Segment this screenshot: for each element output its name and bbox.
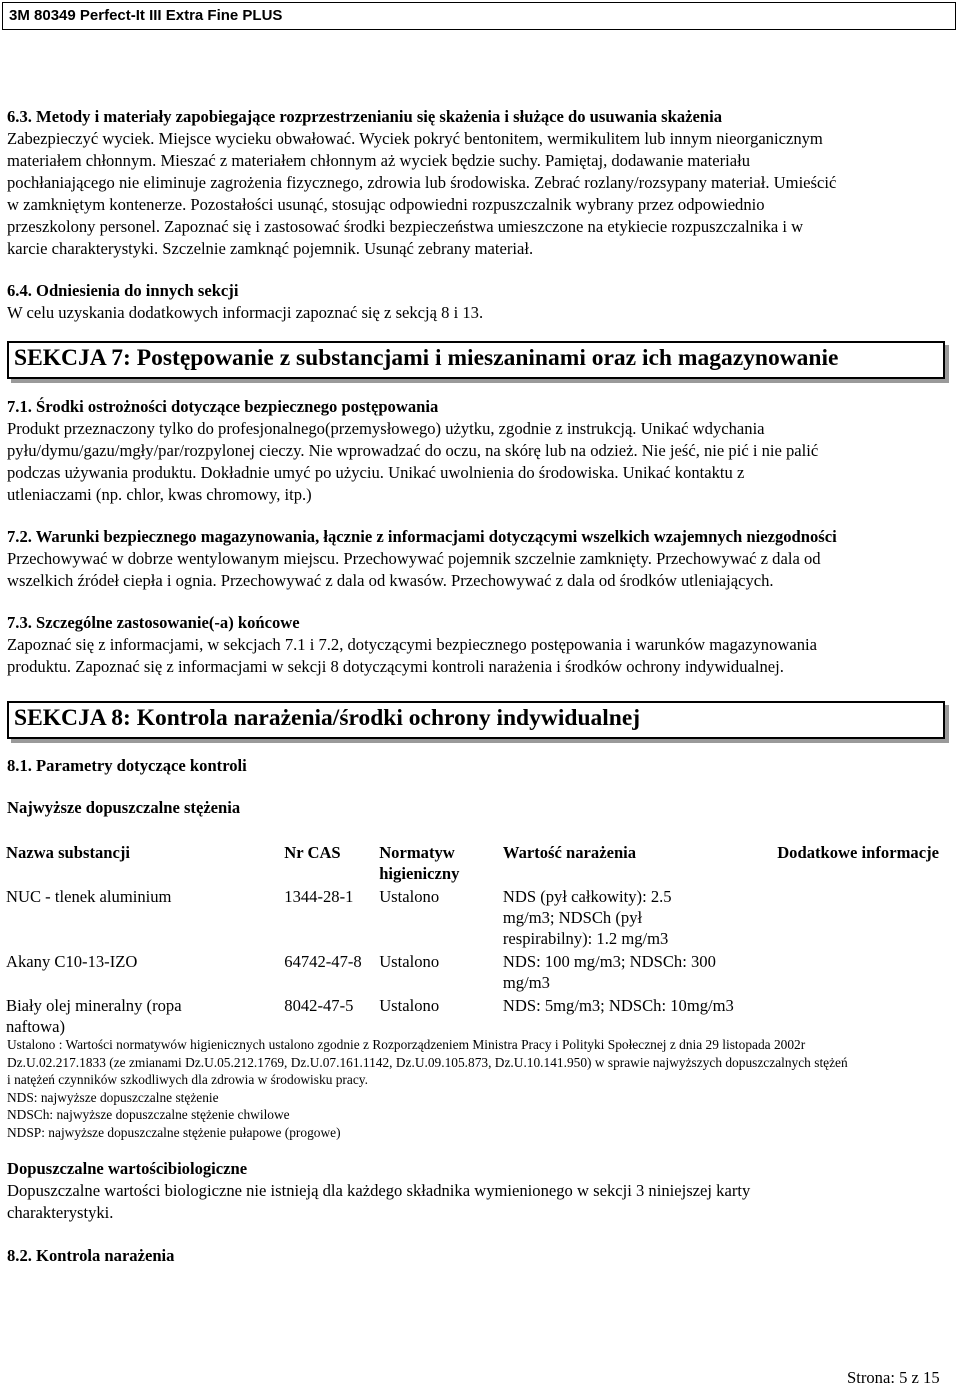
text-line: Zabezpieczyć wyciek. Miejsce wycieku obwałować. Wyciek pokryć bentonitem, wermikulitem lub innym nieorganicznym — [7, 129, 823, 148]
text-line: materiałem chłonnym. Mieszać z materiałem chłonnym aż wyciek będzie suchy. Pamiętaj, dodawanie materiału — [7, 151, 751, 170]
text-line: wszelkich źródeł ciepła i ognia. Przechowywać z dala od kwasów. Przechowywać z dala od środków utleniających. — [7, 571, 774, 590]
text-line: pyłu/dymu/gazu/mgły/par/rozpylonej cieczy. Nie wprowadzać do oczu, na skórę lub na odzież. Nie jeść, nie pić i nie palić — [7, 441, 819, 460]
text-line: Przechowywać w dobrze wentylowanym miejscu. Przechowywać pojemnik szczelnie zamknięty. Przechowywać z dala od — [7, 549, 821, 568]
limits-subheading: Najwyższe dopuszczalne stężenia — [7, 798, 241, 817]
column-header: Nazwa substancji — [6, 843, 130, 862]
limits-subheading-block — [7, 797, 951, 819]
text-line: pochłaniającego nie eliminuje zagrożenia fizycznego, zdrowia lub środowiska. Zebrać rozlany/rozsypany materiał. Umieścić — [7, 173, 837, 192]
table-notes — [7, 1036, 951, 1141]
table-cell: NDS (pył całkowity): 2.5 mg/m3; NDSCh (pył respirabilny): 1.2 mg/m3 — [502, 887, 672, 948]
text-line: W celu uzyskania dodatkowych informacji zapoznać się z sekcją 8 i 13. — [7, 303, 484, 322]
product-title: 3M 80349 Perfect-It III Extra Fine PLUS — [9, 7, 283, 24]
text-line: przeszkolony personel. Zapoznać się i zastosować środki bezpieczeństwa umieszczone na etykiecie rozpuszczalnika i w — [7, 217, 804, 236]
note-line: Ustalono : Wartości normatywów higienicznych ustalono zgodnie z Rozporządzeniem Ministra Pracy i Polityki Społecznej z dnia 29 listopada 2002r — [7, 1037, 806, 1052]
column-header: Nr CAS — [284, 843, 341, 862]
table-cell: NDS: 5mg/m3; NDSCh: 10mg/m3 — [502, 996, 734, 1015]
section-7-title: SEKCJA 7: Postępowanie z substancjami i mieszaninami oraz ich magazynowanie — [14, 345, 839, 371]
text-line: charakterystyki. — [7, 1203, 114, 1222]
heading-7-3: 7.3. Szczególne zastosowanie(-a) końcowe — [7, 613, 300, 632]
section-6-3 — [7, 106, 951, 260]
heading-8-1: 8.1. Parametry dotyczące kontroli — [7, 756, 247, 775]
column-header: Wartość narażenia — [502, 843, 637, 862]
text-line: karcie charakterystyki. Szczelnie zamknąć pojemnik. Usunąć zebrany materiał. — [7, 239, 534, 258]
text-line: Dopuszczalne wartości biologiczne nie istnieją dla każdego składnika wymienionego w sekcji 3 niniejszej karty — [7, 1181, 751, 1200]
table-cell: Biały olej mineralny (ropa naftowa) — [6, 996, 182, 1036]
section-8-title: SEKCJA 8: Kontrola narażenia/środki ochrony indywidualnej — [14, 705, 641, 731]
column-header: Normatyw higieniczny — [379, 843, 460, 883]
table-cell — [777, 949, 960, 993]
text-line: utleniaczami (np. chlor, kwas chromowy, itp.) — [7, 485, 312, 504]
note-line: NDSCh: najwyższe dopuszczalne stężenie chwilowe — [7, 1107, 290, 1122]
heading-6-3: 6.3. Metody i materiały zapobiegające rozprzestrzenianiu się skażenia i służące do usuwania skażenia — [7, 107, 723, 126]
biological-limits-heading: Dopuszczalne wartościbiologiczne — [7, 1159, 248, 1178]
table-cell: Ustalono — [379, 996, 440, 1015]
text-line: Zapoznać się z informacjami, w sekcjach 7.1 i 7.2, dotyczącymi bezpiecznego postępowania i warunków magazynowania — [7, 635, 818, 654]
section-8-banner — [7, 701, 945, 739]
table-cell: NDS: 100 mg/m3; NDSCh: 300 mg/m3 — [502, 952, 716, 992]
table-cell: Ustalono — [379, 952, 440, 971]
exposure-limits-table — [6, 842, 960, 1037]
table-cell — [777, 993, 960, 1037]
section-7-1 — [7, 396, 951, 506]
note-line: Dz.U.02.217.1833 (ze zmianami Dz.U.05.212.1769, Dz.U.07.161.1142, Dz.U.09.105.873, Dz.U.10.141.950) w sprawie najwyższych dopuszczalnych stężeń — [7, 1054, 848, 1070]
table-row — [6, 993, 960, 1037]
table-cell: 64742-47-8 — [284, 952, 362, 971]
note-line: NDS: najwyższe dopuszczalne stężenie — [7, 1089, 219, 1105]
page-number: Strona: 5 z 15 — [847, 1368, 940, 1387]
heading-7-2: 7.2. Warunki bezpiecznego magazynowania, łącznie z informacjami dotyczącymi wszelkich wzajemnych niezgodności — [7, 527, 837, 546]
table-cell: NUC - tlenek aluminium — [6, 887, 172, 906]
text-line: podczas używania produktu. Dokładnie umyć po użyciu. Unikać uwolnienia do środowiska. Unikać kontaktu z — [7, 463, 745, 482]
section-7-banner — [7, 341, 945, 379]
section-8-1 — [7, 755, 951, 777]
table-cell: 8042-47-5 — [284, 996, 354, 1015]
table-cell: Ustalono — [379, 887, 440, 906]
column-header: Dodatkowe informacje — [777, 843, 939, 862]
document-header — [2, 2, 956, 30]
note-line: i natężeń czynników szkodliwych dla zdrowia w środowisku pracy. — [7, 1072, 368, 1087]
table-cell — [777, 886, 960, 949]
heading-7-1: 7.1. Środki ostrożności dotyczące bezpiecznego postępowania — [7, 397, 439, 416]
text-line: w zamkniętym kontenerze. Pozostałości usunąć, stosując odpowiedni rozpuszczalnik wybrany przez odpowiednio — [7, 195, 765, 214]
section-7-2 — [7, 526, 951, 592]
section-8-2 — [7, 1245, 951, 1267]
table-row — [6, 886, 960, 949]
heading-8-2: 8.2. Kontrola narażenia — [7, 1246, 175, 1265]
section-7-3 — [7, 612, 951, 678]
text-line: Produkt przeznaczony tylko do profesjonalnego(przemysłowego) użytku, zgodnie z instrukcją. Unikać wdychania — [7, 419, 765, 438]
section-6-4 — [7, 280, 951, 324]
table-row — [6, 949, 960, 993]
table-header-row — [6, 842, 960, 886]
biological-limits — [7, 1158, 951, 1224]
note-line: NDSP: najwyższe dopuszczalne stężenie pułapowe (progowe) — [7, 1124, 341, 1140]
text-line: produktu. Zapoznać się z informacjami w sekcji 8 dotyczącymi kontroli narażenia i środków ochrony indywidualnej. — [7, 657, 784, 676]
heading-6-4: 6.4. Odniesienia do innych sekcji — [7, 281, 239, 300]
table-cell: Akany C10-13-IZO — [6, 952, 138, 971]
table-cell: 1344-28-1 — [284, 887, 354, 906]
